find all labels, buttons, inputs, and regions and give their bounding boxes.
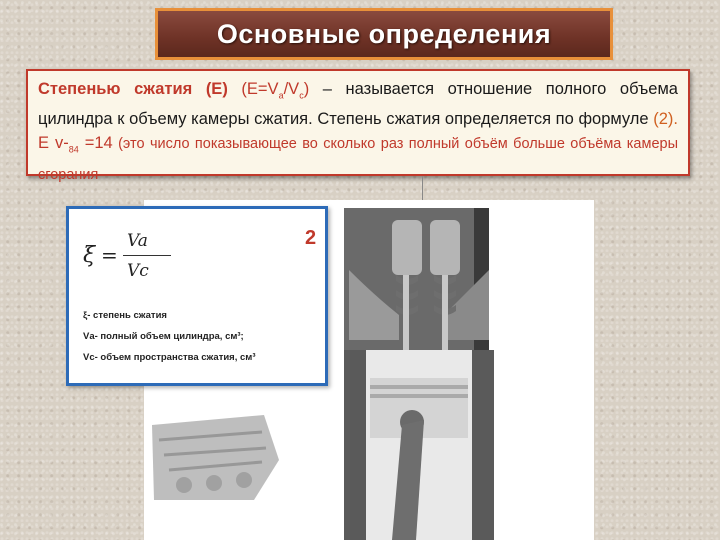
slide-title-box	[155, 8, 613, 60]
example-value: Е $v-_{84} =14$	[38, 134, 113, 155]
legend-item: Vс- объем пространства сжатия, см³	[83, 352, 256, 363]
formula-number: 2	[305, 227, 317, 249]
formula-xi: ξ	[83, 243, 96, 268]
legend-item: ξ- степень сжатия	[83, 310, 167, 321]
formula-legend	[83, 305, 255, 368]
compression-ratio-formula	[83, 227, 203, 287]
formula-equals: =	[101, 243, 118, 267]
definition-text: – называется отношение полного объема цилиндра к объему камеры сжатия. Степень сжатия определяется по формуле	[38, 80, 678, 129]
slide-title: Основные определения	[216, 18, 552, 49]
formula-denominator: Vc	[127, 261, 149, 281]
formula-box	[66, 206, 328, 386]
formula-inline: $(Е=V_a/V_c)$	[241, 80, 310, 101]
fraction-bar	[123, 255, 171, 256]
term: Степенью сжатия (Е)	[38, 80, 228, 98]
divider-line	[422, 176, 423, 200]
legend-item: Vа- полный объем цилиндра, см³;	[83, 331, 244, 342]
formula-ref: (2).	[653, 110, 678, 129]
definition-box	[26, 69, 690, 183]
definition-note: (это число показывающее во сколько раз полный объём больше объёма камеры сгорания	[38, 136, 679, 183]
formula-numerator: Va	[127, 231, 148, 251]
